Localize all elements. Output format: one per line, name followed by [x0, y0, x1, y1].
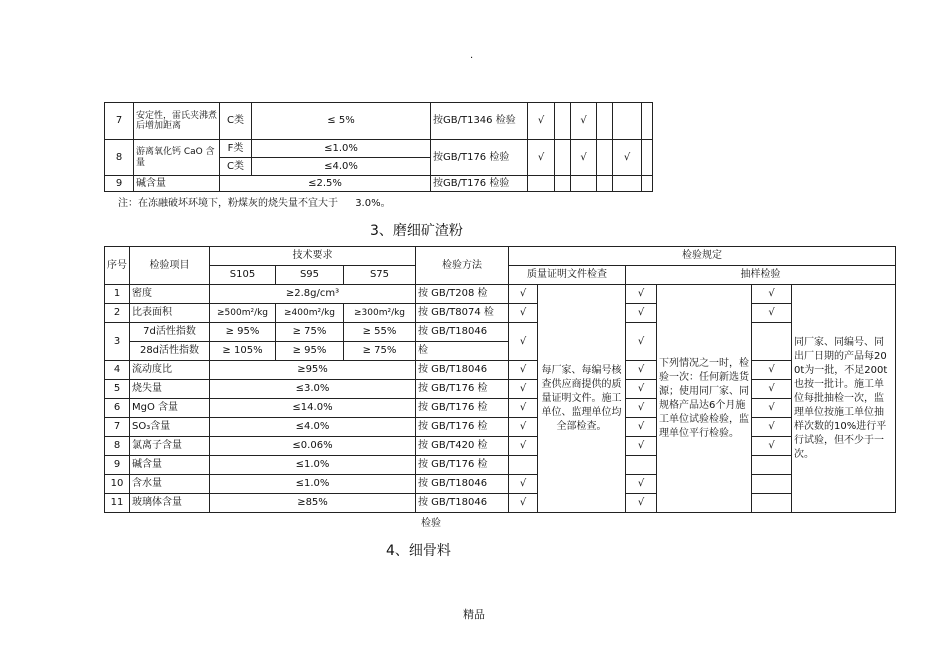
row-item: 游离氧化钙 CaO 含量: [134, 140, 220, 176]
row-requirement: ≥ 95%: [276, 342, 344, 361]
empty-cell: [509, 456, 538, 475]
table-row: [105, 399, 896, 418]
row-method: 检: [416, 342, 509, 361]
row-requirement: ≤2.5%: [220, 176, 431, 192]
doc-check-note: 每厂家、每编号核查供应商提供的质量证明文件。施工单位、监理单位均全部检查。: [538, 285, 626, 513]
row-requirement: ≥ 75%: [276, 323, 344, 342]
check-mark: √: [752, 437, 792, 456]
row-no: 8: [105, 140, 134, 176]
col-header-sampling: 抽样检验: [626, 266, 896, 285]
row-requirement: ≤14.0%: [210, 399, 416, 418]
header-row: [105, 247, 896, 266]
row-requirement: ≤3.0%: [210, 380, 416, 399]
row-class: F类: [220, 140, 252, 158]
row-item: 碱含量: [134, 176, 220, 192]
row-class: C类: [220, 103, 252, 140]
table-row: [105, 323, 896, 342]
check-mark: √: [571, 140, 597, 176]
row-class: C类: [220, 158, 252, 176]
check-mark: √: [626, 323, 657, 361]
check-mark: √: [509, 323, 538, 361]
row-requirement: ≥500m²/kg: [210, 304, 276, 323]
empty-cell: [555, 140, 571, 176]
col-header-grade: S75: [344, 266, 416, 285]
row-requirement: ≤1.0%: [210, 475, 416, 494]
row-item: SO₃含量: [130, 418, 210, 437]
check-mark: √: [626, 494, 657, 513]
check-mark: √: [509, 475, 538, 494]
page-footer: 精品: [463, 608, 485, 621]
row-requirement: ≥2.8g/cm³: [210, 285, 416, 304]
row-no: 4: [105, 361, 130, 380]
check-mark: √: [752, 399, 792, 418]
row-item: 玻璃体含量: [130, 494, 210, 513]
check-mark: √: [571, 103, 597, 140]
table-note: [118, 194, 391, 209]
row-method: 按 GB/T18046: [416, 361, 509, 380]
table-row: [105, 437, 896, 456]
empty-cell: [613, 103, 642, 140]
row-method: 按 GB/T420 检: [416, 437, 509, 456]
row-item: 安定性，雷氏夹沸煮后增加距离: [134, 103, 220, 140]
check-mark: √: [509, 361, 538, 380]
note-value: 3.0%。: [355, 198, 391, 209]
row-no: 7: [105, 103, 134, 140]
row-no: 1: [105, 285, 130, 304]
table-row: [105, 380, 896, 399]
row-no: 8: [105, 437, 130, 456]
check-mark: √: [626, 380, 657, 399]
row-item: 28d活性指数: [130, 342, 210, 361]
table-row: [105, 285, 896, 304]
check-mark: √: [528, 103, 555, 140]
check-mark: √: [509, 418, 538, 437]
row-requirement: ≤1.0%: [210, 456, 416, 475]
row-method: 按 GB/T18046: [416, 494, 509, 513]
check-mark: √: [752, 304, 792, 323]
row-requirement: ≥400m²/kg: [276, 304, 344, 323]
row-requirement: ≤0.06%: [210, 437, 416, 456]
row-method: 按 GB/T176 检: [416, 418, 509, 437]
check-mark: √: [509, 304, 538, 323]
row-no: 5: [105, 380, 130, 399]
row-method: 按 GB/T18046: [416, 475, 509, 494]
row-no: 6: [105, 399, 130, 418]
col-header-grade: S95: [276, 266, 344, 285]
row-method: 按 GB/T18046: [416, 323, 509, 342]
check-mark: √: [528, 140, 555, 176]
row-no: 9: [105, 176, 134, 192]
table-row: [105, 475, 896, 494]
check-mark: √: [752, 380, 792, 399]
col-header-grade: S105: [210, 266, 276, 285]
empty-cell: [752, 475, 792, 494]
check-mark: √: [509, 399, 538, 418]
row-method: 按 GB/T8074 检: [416, 304, 509, 323]
check-mark: √: [509, 285, 538, 304]
row-requirement: ≥ 95%: [210, 323, 276, 342]
check-mark: √: [626, 475, 657, 494]
row-method: 按 GB/T176 检: [416, 456, 509, 475]
empty-cell: [571, 176, 597, 192]
row-no: 9: [105, 456, 130, 475]
note-text: 注：在冻融破坏环境下，粉煤灰的烧失量不宜大于: [118, 198, 338, 209]
row-item: 比表面积: [130, 304, 210, 323]
table-row: [105, 418, 896, 437]
check-mark: √: [752, 418, 792, 437]
check-mark: √: [752, 361, 792, 380]
check-mark: √: [626, 399, 657, 418]
slag-powder-table: [104, 246, 896, 513]
row-method: 按 GB/T208 检: [416, 285, 509, 304]
row-requirement: ≤4.0%: [252, 158, 431, 176]
check-mark: √: [509, 380, 538, 399]
col-header-method: 检验方法: [416, 247, 509, 285]
row-no: 10: [105, 475, 130, 494]
row-requirement: ≥95%: [210, 361, 416, 380]
table-row: [105, 456, 896, 475]
table-row: [105, 304, 896, 323]
row-method: 按GB/T176 检验: [431, 176, 528, 192]
row-item: 氯离子含量: [130, 437, 210, 456]
col-header-item: 检验项目: [130, 247, 210, 285]
table-row: [105, 361, 896, 380]
empty-cell: [626, 456, 657, 475]
table-row: [105, 140, 653, 158]
table-row: [105, 176, 653, 192]
empty-cell: [613, 176, 642, 192]
header-dot: .: [470, 50, 474, 61]
row-requirement: ≥ 105%: [210, 342, 276, 361]
row-requirement: ≥ 55%: [344, 323, 416, 342]
empty-cell: [555, 103, 571, 140]
empty-cell: [555, 176, 571, 192]
row-requirement: ≤4.0%: [210, 418, 416, 437]
empty-cell: [597, 176, 613, 192]
row-requirement: ≤ 5%: [252, 103, 431, 140]
check-mark: √: [509, 437, 538, 456]
empty-cell: [752, 456, 792, 475]
empty-cell: [642, 176, 653, 192]
empty-cell: [597, 140, 613, 176]
empty-cell: [597, 103, 613, 140]
check-mark: √: [626, 418, 657, 437]
row-item: MgO 含量: [130, 399, 210, 418]
check-mark: √: [613, 140, 642, 176]
row-requirement: ≥ 75%: [344, 342, 416, 361]
row-method: 按GB/T176 检验: [431, 140, 528, 176]
row-item: 7d活性指数: [130, 323, 210, 342]
col-header-no: 序号: [105, 247, 130, 285]
row-requirement: ≥300m²/kg: [344, 304, 416, 323]
check-mark: √: [626, 304, 657, 323]
table-row: [105, 494, 896, 513]
table-tail-text: 检验: [421, 518, 441, 529]
row-method: 按 GB/T176 检: [416, 399, 509, 418]
check-mark: √: [752, 285, 792, 304]
check-mark: √: [509, 494, 538, 513]
check-mark: √: [626, 437, 657, 456]
col-header-tech: 技术要求: [210, 247, 416, 266]
row-item: 含水量: [130, 475, 210, 494]
empty-cell: [528, 176, 555, 192]
row-no: 3: [105, 323, 130, 361]
section-title: 3、磨细矿渣粉: [370, 223, 463, 239]
col-header-doc-check: 质量证明文件检查: [509, 266, 626, 285]
empty-cell: [642, 103, 653, 140]
batch-note: 同厂家、同编号、同出厂日期的产品每200t为一批，不足200t也按一批计。施工单位每批抽检一次，监理单位按施工单位抽样次数的10%进行平行试验，但不少于一次。: [792, 285, 896, 513]
row-method: 按 GB/T176 检: [416, 380, 509, 399]
row-no: 2: [105, 304, 130, 323]
row-no: 11: [105, 494, 130, 513]
check-mark: √: [626, 285, 657, 304]
row-requirement: ≥85%: [210, 494, 416, 513]
row-item: 密度: [130, 285, 210, 304]
table-row: [105, 103, 653, 140]
empty-cell: [642, 140, 653, 176]
check-mark: √: [626, 361, 657, 380]
row-no: 7: [105, 418, 130, 437]
row-item: 碱含量: [130, 456, 210, 475]
sampling-condition-note: 下列情况之一时，检验一次：任何新选货源；使用同厂家、同规格产品达6个月施工单位试验检验，监理单位平行检验。: [657, 285, 752, 513]
empty-cell: [752, 323, 792, 361]
col-header-rules: 检验规定: [509, 247, 896, 266]
section-title: 4、细骨料: [386, 543, 451, 559]
empty-cell: [752, 494, 792, 513]
row-requirement: ≤1.0%: [252, 140, 431, 158]
row-method: 按GB/T1346 检验: [431, 103, 528, 140]
row-item: 烧失量: [130, 380, 210, 399]
fly-ash-table: [104, 102, 653, 192]
row-item: 流动度比: [130, 361, 210, 380]
